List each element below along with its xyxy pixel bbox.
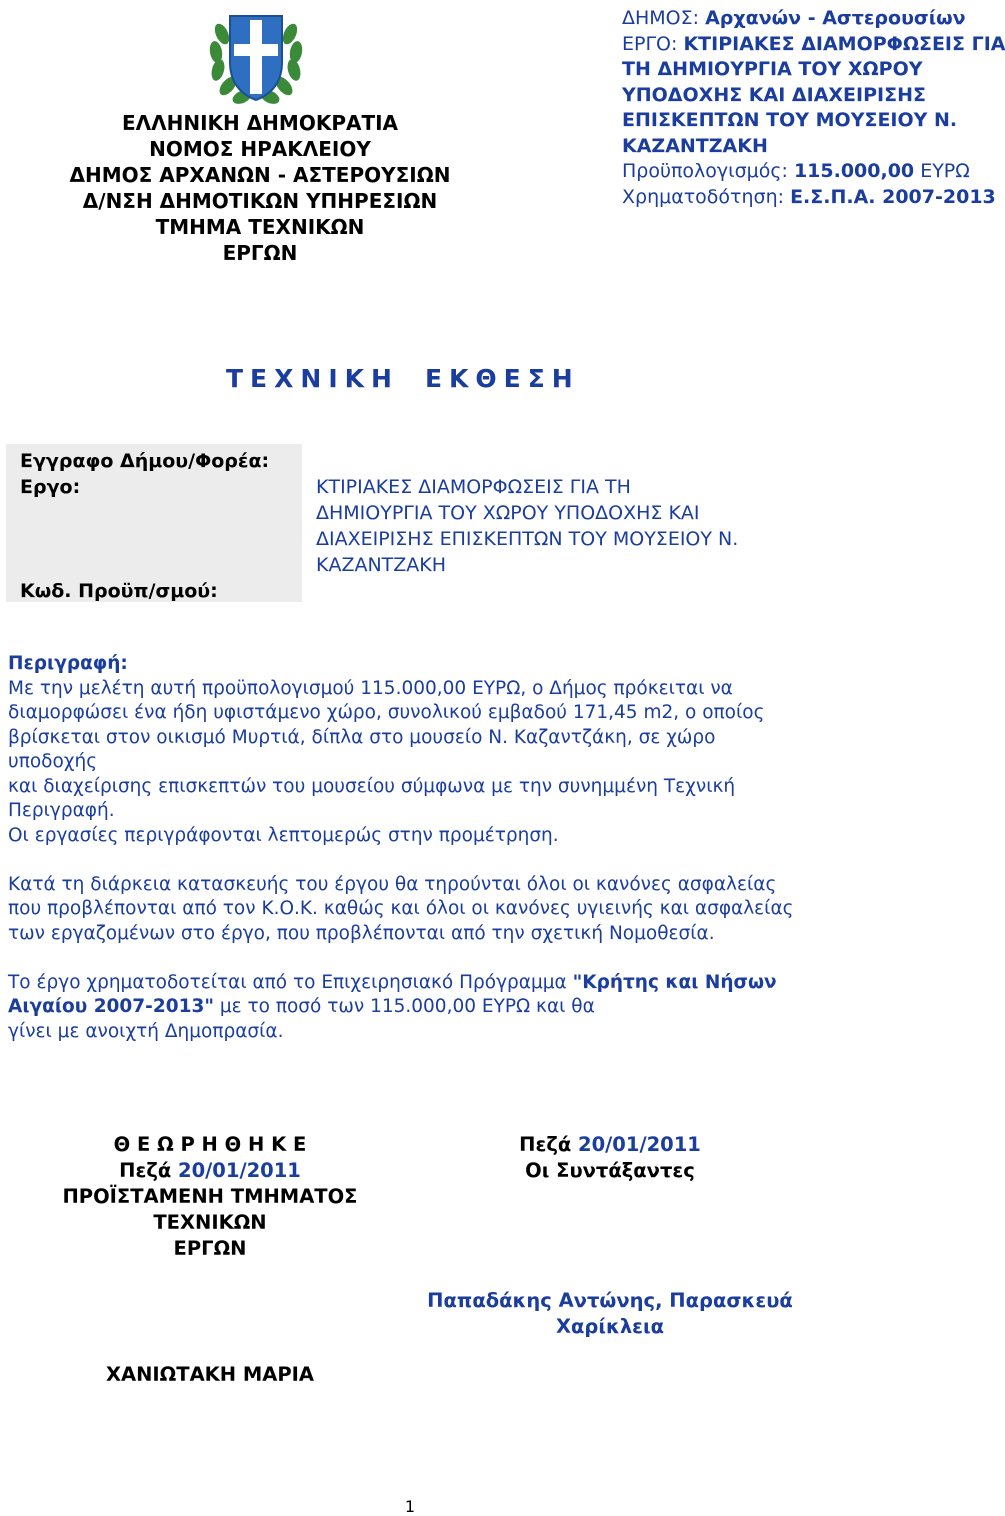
role-line: ΠΡΟΪΣΤΑΜΕΝΗ ΤΜΗΜΑΤΟΣ: [62, 1185, 358, 1208]
programme-name: "Κρήτης και Νήσων: [572, 971, 777, 993]
municipality-line: [622, 6, 966, 32]
programme-name: Αιγαίου 2007-2013": [8, 996, 214, 1017]
text-line: Περιγραφή.: [8, 800, 115, 821]
project-title-line: ΚΑΖΑΝΤΖΑΚΗ: [316, 554, 447, 576]
authority-header: [60, 110, 460, 266]
budget-line: [622, 159, 970, 185]
project-line: ΤΗ ΔΗΜΙΟΥΡΓΙΑ ΤΟΥ ΧΩΡΟΥ: [622, 58, 923, 80]
project-label: Εργο:: [20, 476, 81, 498]
authors-role: Οι Συντάξαντες: [525, 1159, 695, 1182]
authors-signature-block: [420, 1132, 800, 1184]
project-title-line: ΚΤΙΡΙΑΚΕΣ ΔΙΑΜΟΡΦΩΣΕΙΣ ΓΙΑ ΤΗ: [316, 476, 631, 498]
funding-label: Χρηματοδότηση:: [622, 185, 785, 208]
approver-name: ΧΑΝΙΩΤΑΚΗ ΜΑΡΙΑ: [105, 1363, 315, 1386]
title-word: ΤΕΧΝΙΚΗ: [226, 364, 399, 393]
header-line: Δ/ΝΣΗ ΔΗΜΟΤΙΚΩΝ ΥΠΗΡΕΣΙΩΝ: [82, 189, 438, 213]
role-line: ΤΕΧΝΙΚΩΝ: [153, 1211, 267, 1234]
description-paragraph-2: [8, 873, 908, 947]
date-line: [420, 1132, 800, 1158]
text-line: Οι εργασίες περιγράφονται λεπτομερώς στην προμέτρηση.: [8, 824, 559, 846]
author-names-line: Παπαδάκης Αντώνης, Παρασκευά: [427, 1289, 793, 1312]
text-line: των εργαζομένων στο έργο, που προβλέπονται από την σχετική Νομοθεσία.: [8, 922, 715, 944]
text-line: Με την μελέτη αυτή προϋπολογισμού 115.000,00 ΕΥΡΩ, ο Δήμος πρόκειται να: [8, 677, 733, 699]
greek-coat-of-arms-icon: [200, 4, 312, 108]
text-line: που προβλέπονται από τον Κ.Ο.Κ. καθώς και όλοι οι κανόνες υγιεινής και ασφαλείας: [8, 898, 794, 919]
page-number: 1: [404, 1497, 416, 1516]
place: Πεζά: [519, 1133, 572, 1156]
municipality-value: Αρχανών - Αστερουσίων: [705, 7, 966, 29]
header-line: ΕΡΓΩΝ: [222, 241, 298, 265]
document-title: [226, 364, 580, 393]
description-paragraph-1: [8, 677, 908, 849]
project-line: ΕΠΙΣΚΕΠΤΩΝ ΤΟΥ ΜΟΥΣΕΙΟΥ Ν.: [622, 109, 958, 131]
author-names-line: Χαρίκλεια: [555, 1315, 665, 1338]
project-line: ΥΠΟΔΟΧΗΣ ΚΑΙ ΔΙΑΧΕΙΡΙΣΗΣ: [622, 83, 926, 106]
project-label: ΕΡΓΟ:: [622, 32, 678, 55]
description-paragraph-3: [8, 971, 908, 1045]
date: 20/01/2011: [578, 1133, 701, 1156]
description-heading: Περιγραφή:: [8, 653, 128, 674]
project-title-block: [316, 474, 836, 578]
municipality-label: ΔΗΜΟΣ:: [622, 7, 700, 29]
text-line: υποδοχής: [8, 751, 98, 772]
date: 20/01/2011: [178, 1159, 301, 1182]
project-value: ΚΤΙΡΙΑΚΕΣ ΔΙΑΜΟΡΦΩΣΕΙΣ ΓΙΑ: [683, 32, 1005, 55]
project-line: ΚΑΖΑΝΤΖΑΚΗ: [622, 134, 768, 157]
text-line: βρίσκεται στον οικισμό Μυρτιά, δίπλα στο μουσείο Ν. Καζαντζάκη, σε χώρο: [8, 726, 716, 748]
header-line: ΕΛΛΗΝΙΚΗ ΔΗΜΟΚΡΑΤΙΑ: [121, 111, 399, 135]
header-line: ΔΗΜΟΣ ΑΡΧΑΝΩΝ - ΑΣΤΕΡΟΥΣΙΩΝ: [69, 163, 451, 187]
title-word: ΕΚΘΕΣΗ: [424, 364, 580, 393]
project-title-line: ΔΙΑΧΕΙΡΙΣΗΣ ΕΠΙΣΚΕΠΤΩΝ ΤΟΥ ΜΟΥΣΕΙΟΥ Ν.: [316, 528, 739, 550]
funding-line: [622, 185, 996, 211]
text-line: γίνει με ανοιχτή Δημοπρασία.: [8, 1020, 284, 1042]
text-line: Κατά τη διάρκεια κατασκευής του έργου θα τηρούνται όλοι οι κανόνες ασφαλείας: [8, 873, 777, 895]
project-line: [622, 32, 1005, 58]
funding-value: Ε.Σ.Π.Α. 2007-2013: [790, 185, 996, 208]
description-section: [8, 652, 908, 1044]
text-line: διαμορφώσει ένα ήδη υφιστάμενο χώρο, συνολικού εμβαδού 171,45 m2, ο οποίος: [8, 702, 765, 723]
text-line: και διαχείρισης επισκεπτών του μουσείου σύμφωνα με την συνημμένη Τεχνική: [8, 775, 736, 797]
role-line: ΕΡΓΩΝ: [173, 1237, 247, 1260]
approval-signature-block: [50, 1132, 370, 1262]
budget-currency: ΕΥΡΩ: [920, 160, 970, 182]
header-line: ΝΟΜΟΣ ΗΡΑΚΛΕΙΟΥ: [149, 137, 371, 161]
budget-code-label: Κωδ. Προϋπ/σμού:: [20, 580, 218, 602]
text-run: Το έργο χρηματοδοτείται από το Επιχειρησιακό Πρόγραμμα: [8, 971, 573, 993]
budget-label: Προϋπολογισμός:: [622, 160, 788, 182]
author-names: [420, 1288, 800, 1340]
date-line: [50, 1158, 370, 1184]
document-label: Εγγραφο Δήμου/Φορέα:: [20, 450, 270, 472]
header-line: ΤΜΗΜΑ ΤΕΧΝΙΚΩΝ: [155, 215, 365, 239]
project-title-line: ΔΗΜΙΟΥΡΓΙΑ ΤΟΥ ΧΩΡΟΥ ΥΠΟΔΟΧΗΣ ΚΑΙ: [316, 502, 700, 524]
text-run: με το ποσό των 115.000,00 ΕΥΡΩ και θα: [213, 996, 595, 1017]
project-header: [622, 6, 1005, 210]
text-line: [8, 971, 908, 996]
place: Πεζά: [119, 1159, 172, 1182]
text-line: [8, 995, 908, 1020]
budget-value: 115.000,00: [793, 160, 915, 182]
approved-heading: Θ Ε Ω Ρ Η Θ Η Κ Ε: [113, 1133, 307, 1156]
info-labels-box: [6, 444, 302, 602]
